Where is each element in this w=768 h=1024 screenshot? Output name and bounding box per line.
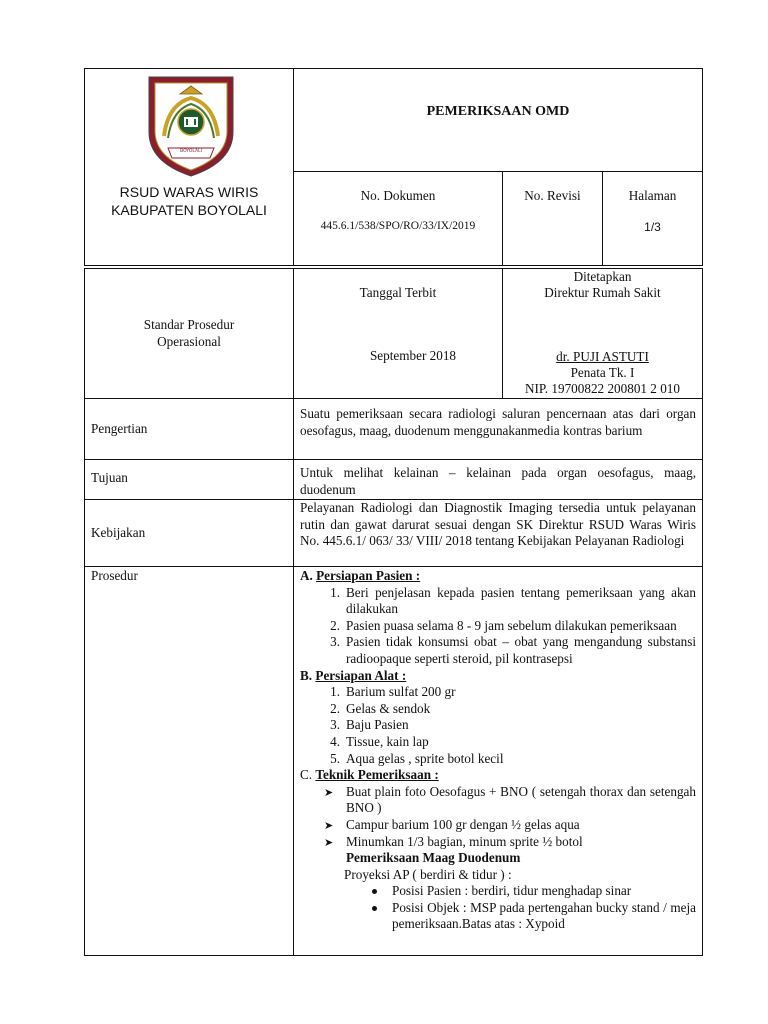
border [84, 398, 703, 399]
section-b-list [330, 684, 696, 767]
list-item: 1. Barium sulfat 200 gr [330, 684, 456, 700]
section-c-prefix: C. [300, 767, 313, 783]
border [84, 566, 703, 567]
list-item: Posisi Objek : MSP pada pertengahan bucky stand / meja pemeriksaan.Batas atas : Xypoid [392, 900, 696, 933]
border [84, 68, 85, 265]
kebijakan-label: Kebijakan [91, 525, 146, 540]
section-a-heading [300, 568, 696, 585]
bullet-dot-icon [372, 889, 377, 894]
list-item: ➤ Campur barium 100 gr dengan ½ gelas aqua [346, 817, 696, 834]
border [702, 68, 703, 265]
proyeksi-bullets [392, 883, 696, 933]
kebijakan-text: Pelayanan Radiologi dan Diagnostik Imaging tersedia untuk pelayanan rutin dan gawat darurat sesuai dengan SK Direktur RSUD Waras Wiris No. 445.6.1/ 063/ 33/ VIII/ 2018 tentang Kebijakan Pelayanan Radiologi [300, 500, 696, 549]
maag-duodenum-heading: Pemeriksaan Maag Duodenum [346, 850, 521, 866]
section-c-list [324, 783, 696, 850]
list-item: Posisi Pasien : berdiri, tidur menghadap sinar [392, 883, 696, 900]
list-item: ➤ Minumkan 1/3 bagian, minum sprite ½ botol [346, 834, 696, 851]
sop-label-line1: Standar Prosedur [143, 317, 235, 332]
border [502, 171, 503, 265]
director-label: Direktur Rumah Sakit [544, 285, 661, 300]
border [293, 268, 294, 956]
signer-name: dr. PUJI ASTUTI [556, 349, 649, 364]
section-b-prefix: B. [300, 667, 313, 683]
border [84, 459, 703, 460]
regency-name: KABUPATEN BOYOLALI [111, 202, 267, 218]
list-item: 4. Tissue, kain lap [330, 733, 429, 749]
document-title: PEMERIKSAAN OMD [426, 104, 570, 119]
list-item: 3. Pasien tidak konsumsi obat – obat yang mengandung substansi radioopaque seperti steroid, pil kontrasepsi [330, 634, 696, 666]
pengertian-label: Pengertian [91, 421, 148, 436]
bullet-dot-icon [372, 906, 377, 911]
section-c-title: Teknik Pemeriksaan : [315, 767, 439, 783]
proyeksi-ap-label: Proyeksi AP ( berdiri & tidur ) : [344, 866, 512, 882]
border [84, 268, 85, 956]
pengertian-text: Suatu pemeriksaan secara radiologi saluran pencernaan atas dari organ oesofagus, maag, duodenum menggunakanmedia kontras barium [300, 406, 696, 438]
doc-number-value: 445.6.1/538/SPO/RO/33/IX/2019 [320, 220, 476, 232]
arrow-bullet-icon: ➤ [324, 836, 334, 849]
arrow-bullet-icon: ➤ [324, 819, 334, 832]
hospital-name: RSUD WARAS WIRIS [119, 184, 259, 200]
page-label: Halaman [628, 188, 677, 203]
border [602, 171, 603, 265]
issue-date-label: Tanggal Terbit [359, 285, 437, 300]
hospital-logo [146, 74, 236, 178]
border [84, 68, 703, 69]
section-a-list [330, 584, 696, 668]
arrow-bullet-icon: ➤ [324, 786, 334, 799]
logo-lettering: BOYOLALI [180, 149, 202, 154]
list-item: 1. Beri penjelasan kepada pasien tentang pemeriksaan yang akan dilakukan [330, 584, 696, 617]
border [293, 171, 703, 172]
sop-label-line2: Operasional [157, 334, 221, 349]
border [84, 265, 703, 266]
issue-date-value: September 2018 [369, 348, 457, 363]
page-value: 1/3 [644, 220, 661, 234]
list-item: 2. Gelas & sendok [330, 700, 431, 716]
list-item: 2. Pasien puasa selama 8 - 9 jam sebelum dilakukan pemeriksaan [330, 617, 677, 633]
list-item: 3. Baju Pasien [330, 717, 409, 733]
border [293, 68, 294, 265]
section-b-title: Persiapan Alat : [315, 667, 407, 683]
revision-label: No. Revisi [524, 188, 581, 203]
tujuan-label: Tujuan [91, 470, 128, 485]
border [84, 955, 703, 956]
ditetapkan-label: Ditetapkan [573, 269, 632, 284]
doc-number-label: No. Dokumen [360, 188, 436, 203]
signer-nip: NIP. 19700822 200801 2 010 [525, 381, 680, 396]
section-b-heading [300, 668, 696, 685]
tujuan-text: Untuk melihat kelainan – kelainan pada organ oesofagus, maag, duodenum [300, 465, 696, 497]
list-item: ➤ Buat plain foto Oesofagus + BNO ( setengah thorax dan setengah BNO ) [324, 783, 696, 816]
prosedur-content [300, 568, 696, 933]
signer-rank: Penata Tk. I [570, 365, 635, 380]
section-c-heading [300, 767, 696, 784]
section-a-title: Persiapan Pasien : [316, 568, 421, 583]
list-item: 5. Aqua gelas , sprite botol kecil [330, 750, 504, 766]
border [702, 268, 703, 956]
prosedur-label: Prosedur [91, 568, 138, 583]
section-a-prefix: A. [300, 568, 313, 583]
